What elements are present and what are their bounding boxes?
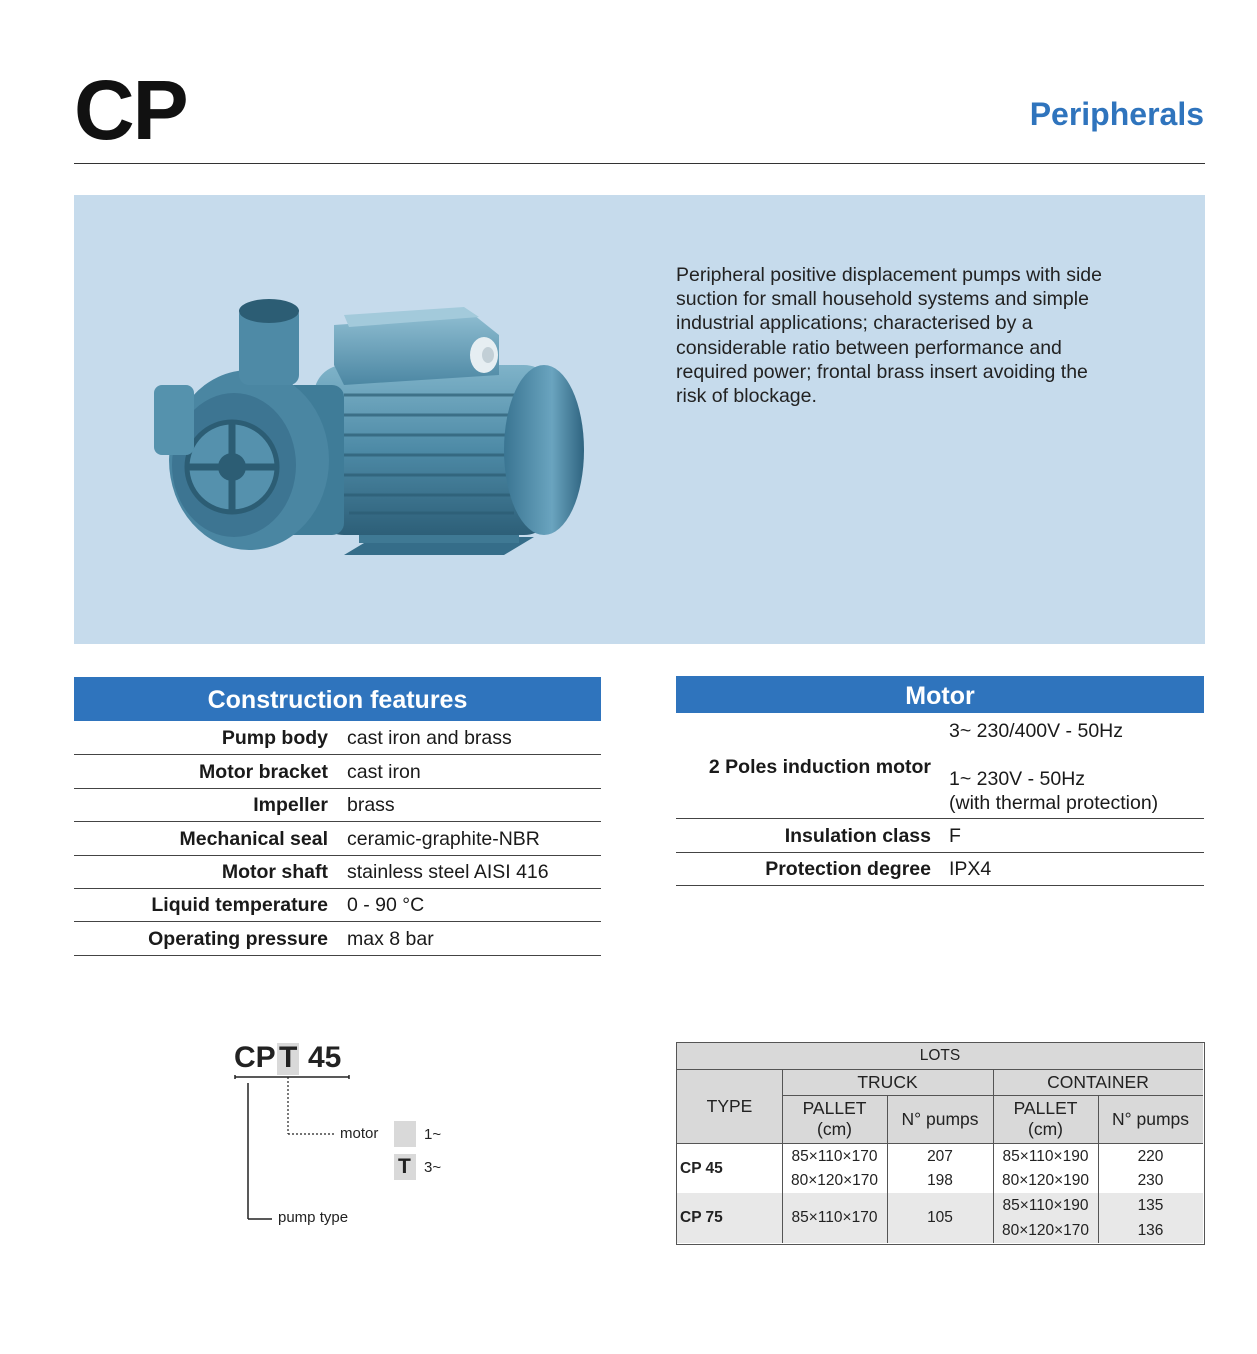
spec-value: (with thermal protection) [949,792,1159,814]
spec-value: stainless steel AISI 416 [347,861,549,883]
pallet-header-label: PALLET [802,1098,867,1118]
spec-value: 3~ 230/400V - 50Hz [949,720,1123,742]
motor-label: motor [340,1125,379,1142]
truck-pumps-cell: 207 [927,1147,953,1165]
pallet-unit-label: (cm) [1028,1119,1063,1139]
truck-pumps-cell: 105 [887,1193,993,1243]
truck-pumps-cell: 198 [927,1172,953,1189]
pallet-header-label: PALLET [1013,1098,1078,1118]
type-cell: CP 75 [677,1193,782,1243]
truck-pallet-header [782,1095,887,1143]
three-phase-label: 3~ [424,1159,442,1176]
container-pallet-cell: 80×120×170 [993,1218,1098,1243]
header-divider [74,163,1205,164]
spec-row [74,922,601,956]
spec-label: Pump body [221,727,328,749]
spec-label: Motor shaft [221,861,328,883]
type-header: TYPE [677,1069,782,1143]
single-phase-box [394,1121,416,1147]
pallet-unit-label: (cm) [817,1119,852,1139]
three-phase-letter: T [398,1155,411,1178]
spec-row [74,889,601,922]
lots-title: LOTS [677,1043,1203,1069]
spec-row [74,721,601,755]
code-prefix: CP [234,1041,276,1074]
code-size: 45 [308,1041,342,1074]
container-pumps-header: N° pumps [1098,1095,1203,1143]
truck-pumps-header: N° pumps [887,1095,993,1143]
spec-label: Mechanical seal [179,828,328,850]
spec-label: 2 Poles induction motor [708,756,931,778]
container-pumps-cell: 220 [1137,1147,1164,1165]
container-header: CONTAINER [993,1069,1203,1095]
spec-value: max 8 bar [347,928,434,950]
motor-table [676,676,1204,888]
spec-value: 0 - 90 °C [347,894,425,916]
spec-label: Insulation class [784,825,931,847]
hero-panel [74,195,1205,644]
spec-label: Impeller [253,794,328,816]
spec-row [74,822,601,856]
truck-pallet-cell: 85×110×170 [782,1193,887,1243]
type-cell: CP 45 [680,1159,723,1177]
lots-table [676,1042,1205,1245]
spec-row [74,789,601,822]
construction-features-table [74,677,601,957]
spec-row [74,856,601,889]
container-pumps-cell: 230 [1137,1172,1164,1189]
pump-image [144,255,584,595]
page-title: CP [74,63,187,157]
grid-line [1098,1095,1099,1243]
grid-line [782,1069,783,1243]
spec-value: F [949,825,961,847]
spec-value: 1~ 230V - 50Hz [949,768,1086,790]
container-pallet-cell: 85×110×190 [993,1193,1098,1218]
spec-value: cast iron and brass [347,727,512,749]
spec-value: IPX4 [949,858,992,880]
spec-row [676,819,1204,853]
truck-pallet-cell: 85×110×170 [791,1147,878,1165]
single-phase-label: 1~ [424,1126,442,1143]
spec-label: Protection degree [765,858,931,880]
motor-heading: Motor [676,676,1204,713]
container-pumps-cell: 135 [1098,1193,1203,1218]
model-code-diagram [230,1035,490,1235]
spec-row [676,853,1204,886]
spec-row [74,755,601,789]
spec-row [676,713,1204,819]
truck-pallet-cell: 80×120×170 [790,1172,879,1189]
container-pallet-cell: 85×110×190 [1002,1147,1089,1165]
spec-label: Motor bracket [199,761,328,783]
container-pallet-header [993,1095,1098,1143]
pump-type-label: pump type [278,1209,349,1226]
spec-value: brass [347,794,395,816]
container-pumps-cell: 136 [1098,1218,1203,1243]
grid-line [677,1143,1203,1144]
grid-line [677,1069,1203,1070]
product-description: Peripheral positive displacement pumps with side suction for small household systems and simple industrial applications; characterised by a considerable ratio between performance and required power; frontal brass insert avoiding the risk of blockage. [676,264,1102,408]
truck-header: TRUCK [782,1069,993,1095]
grid-line [993,1069,994,1243]
construction-features-heading: Construction features [74,677,601,721]
grid-line [887,1095,888,1243]
spec-value: ceramic-graphite-NBR [347,828,540,850]
code-motor-letter: T [279,1041,298,1074]
spec-label: Operating pressure [148,928,328,950]
spec-value: cast iron [347,761,421,783]
container-pallet-cell: 80×120×190 [1001,1172,1090,1189]
category-label: Peripherals [1029,96,1204,132]
spec-label: Liquid temperature [151,894,328,916]
